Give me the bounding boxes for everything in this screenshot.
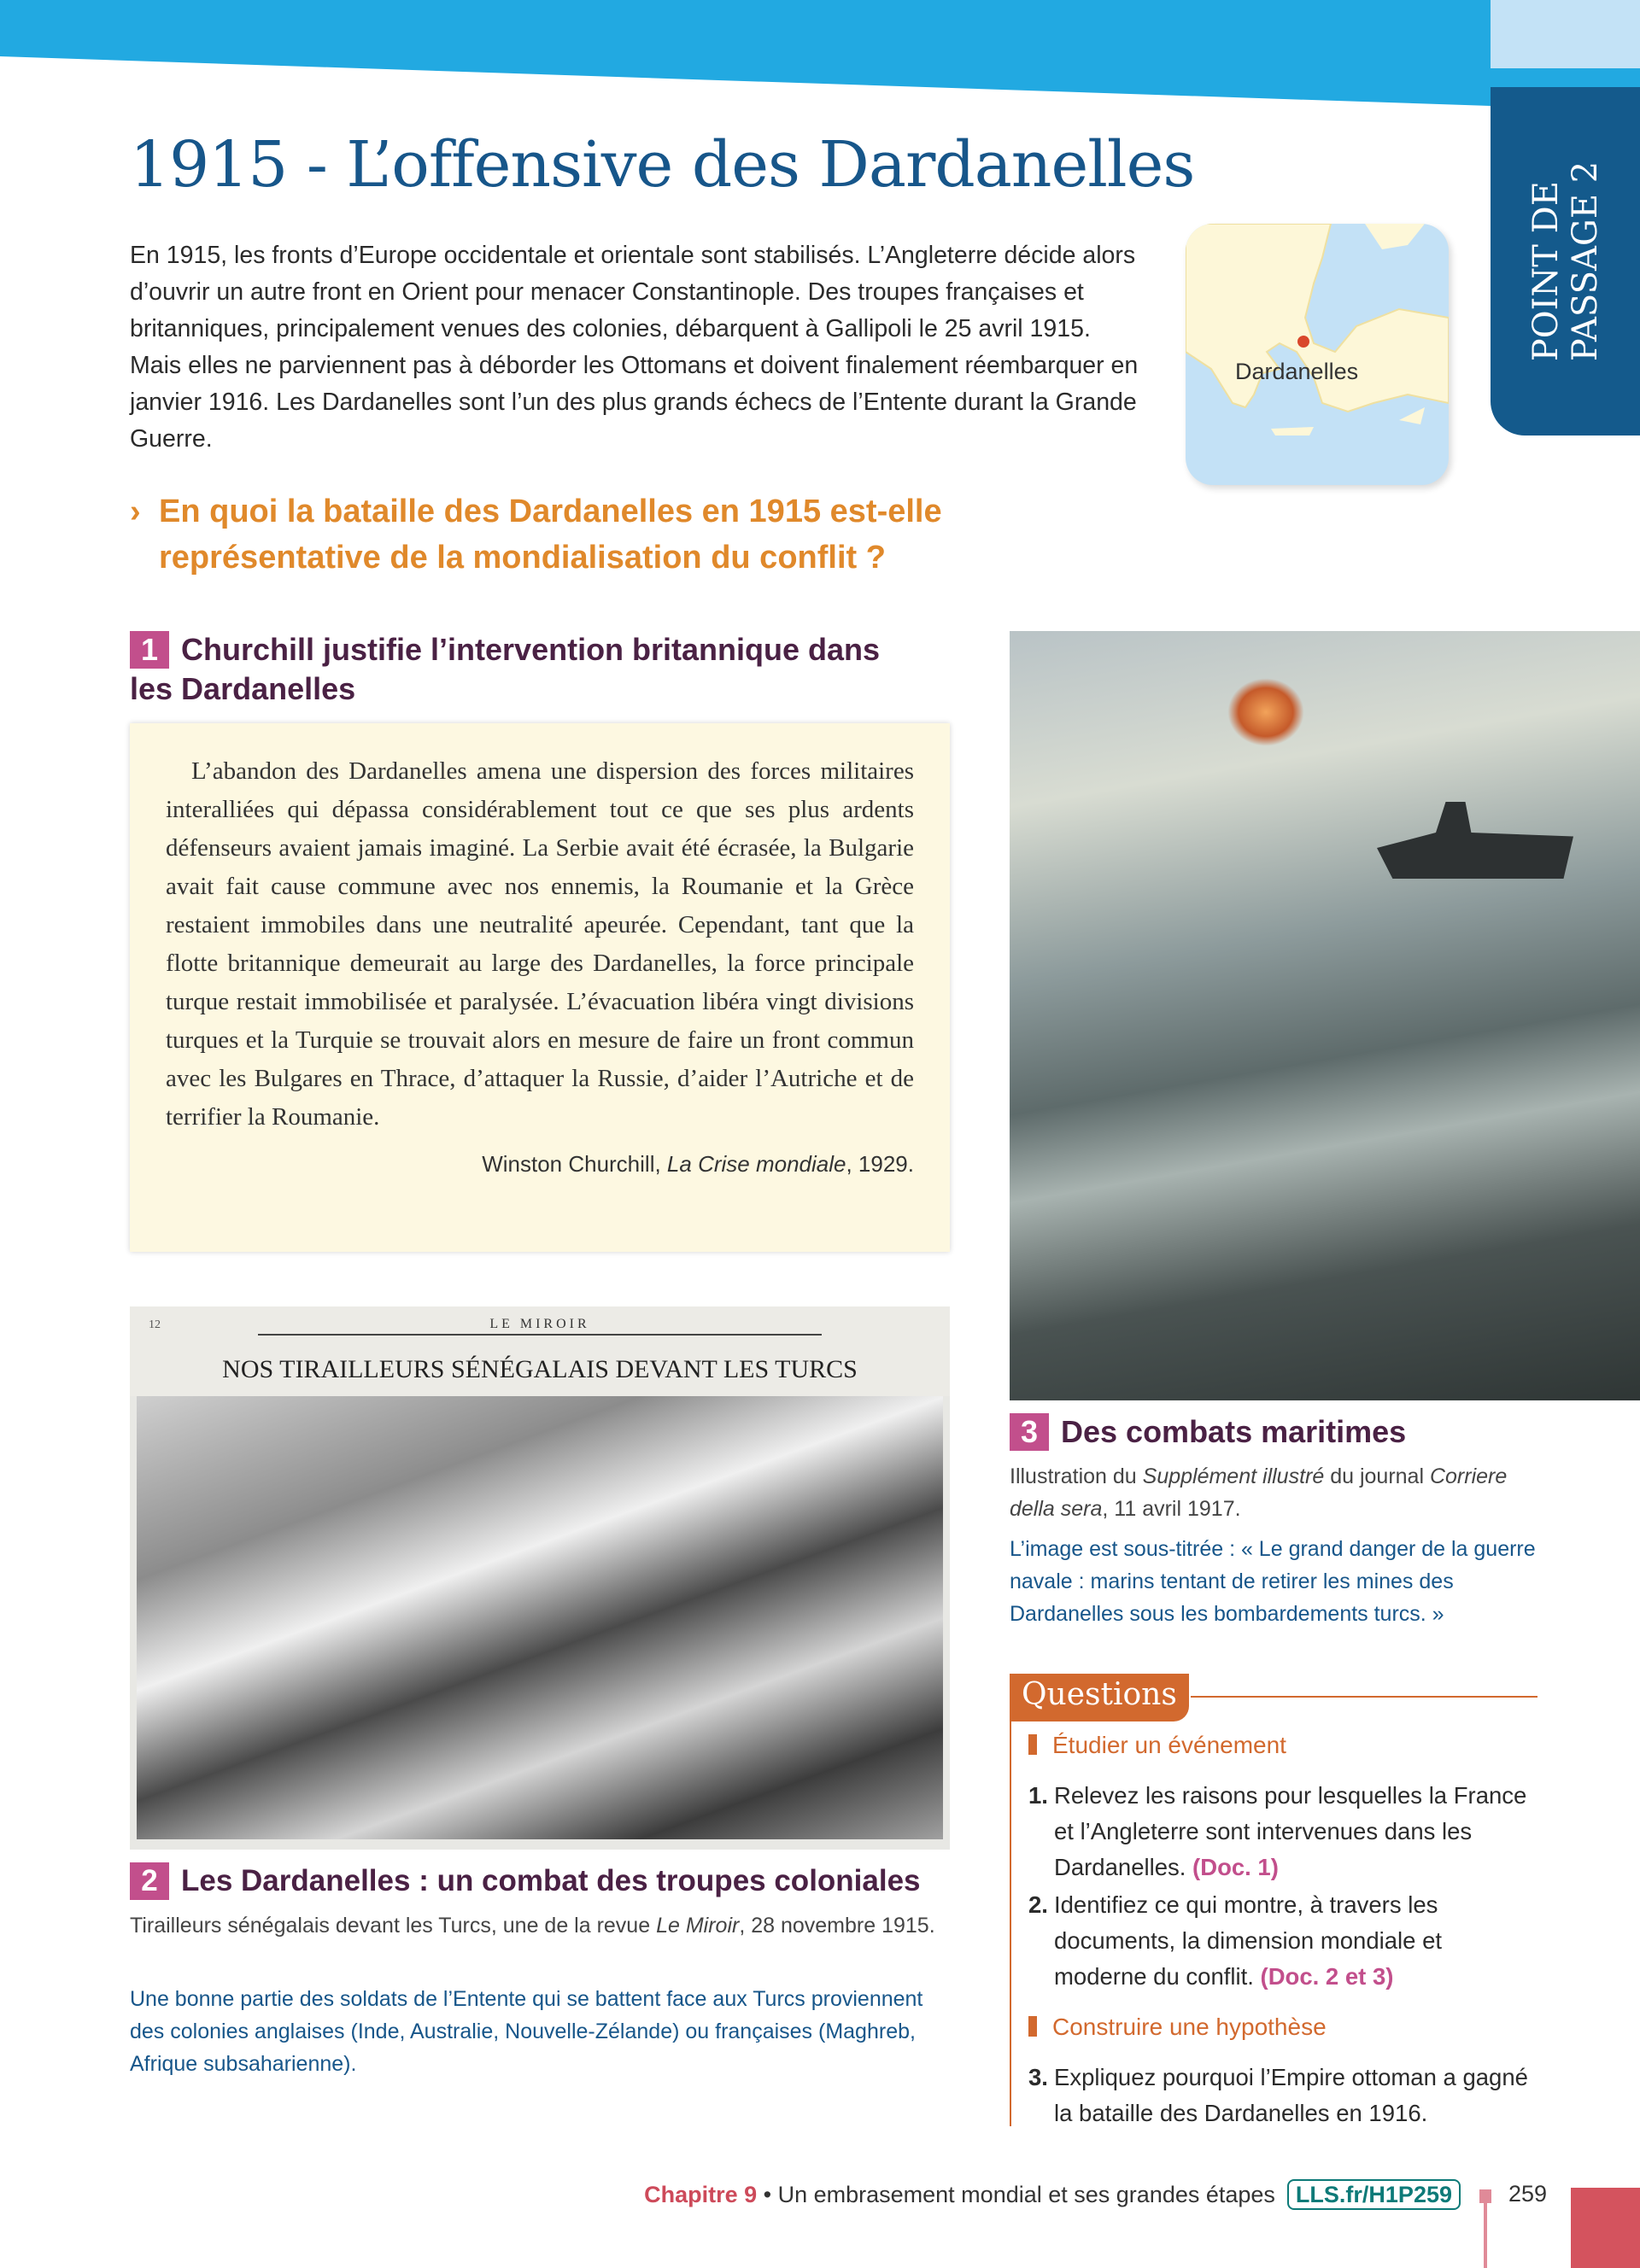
doc2-heading	[130, 1862, 993, 1901]
doc2-note: Une bonne partie des soldats de l’Entente qui se battent face aux Turcs proviennent des colonies anglaises (Inde, Australie, Nouvelle-Zélande) ou françaises (Maghreb, Afrique subsaharienne).	[130, 1987, 923, 2076]
questions-section-1: Étudier un événement	[1028, 1732, 1286, 1759]
tab-line-1: POINT DE	[1526, 181, 1566, 362]
tab-line-2: PASSAGE 2	[1565, 161, 1605, 362]
doc3-note: L’image est sous-titrée : « Le grand danger de la guerre navale : marins tentant de retirer les mines des Dardanelles sous les bombardements turcs. »	[1010, 1537, 1536, 1626]
chevron-right-icon: ›	[130, 494, 141, 529]
footer-link[interactable]: LLS.fr/H1P259	[1287, 2179, 1461, 2210]
doc1-source: Winston Churchill, La Crise mondiale, 1929.	[482, 1151, 914, 1177]
doc2-headline: NOS TIRAILLEURS SÉNÉGALAIS DEVANT LES TURCS	[222, 1355, 858, 1383]
doc3-number: 3	[1010, 1413, 1049, 1451]
questions-section-2: Construire une hypothèse	[1028, 2014, 1327, 2041]
problem-text: En quoi la bataille des Dardanelles en 1915 est-elle représentative de la mondialisation du conflit ?	[159, 494, 942, 576]
intro-paragraph: En 1915, les fronts d’Europe occidentale et orientale sont stabilisés. L’Angleterre décide alors d’ouvrir un autre front en Orient pour menacer Constantinople. Des troupes françaises et britanniques, principalement venues des colonies, débarquent à Gallipoli le 25 avril 1915. Mais elles ne parviennent pas à déborder les Ottomans et doivent finalement réembarquer en janvier 1916. Les Dardanelles sont l’un des plus grands échecs de l’Entente durant la Grande Guerre.	[130, 242, 1139, 453]
question-item-2: 2. Identifiez ce qui montre, à travers les documents, la dimension mondiale et moderne du conflit. (Doc. 2 et 3)	[1028, 1891, 1443, 1990]
questions-box	[1010, 1674, 1536, 2126]
doc2-caption: Tirailleurs sénégalais devant les Turcs, une de la revue Le Miroir, 28 novembre 1915.	[130, 1914, 935, 1938]
question-item-1: 1. Relevez les raisons pour lesquelles la France et l’Angleterre sont intervenues dans les Dardanelles. (Doc. 1)	[1028, 1782, 1527, 1880]
doc3-heading	[1010, 1412, 1640, 1452]
problem-question	[130, 488, 1086, 581]
header-band	[0, 0, 1491, 106]
page-number: 259	[1508, 2181, 1548, 2207]
doc1-heading	[130, 630, 899, 709]
doc2-number: 2	[130, 1862, 169, 1900]
doc2-masthead: LE MIROIR	[489, 1317, 590, 1331]
doc1-title: Churchill justifie l’intervention britannique dans les Dardanelles	[130, 632, 881, 706]
location-map	[1186, 224, 1449, 485]
footer-chapter-title: Un embrasement mondial et ses grandes étapes	[777, 2182, 1275, 2207]
map-land-shapes	[1186, 224, 1449, 485]
footer: Chapitre 9 • Un embrasement mondial et ses grandes étapes LLS.fr/H1P259	[478, 2179, 1461, 2213]
doc2-page-number: 12	[149, 1318, 161, 1331]
questions-title: Questions	[1010, 1674, 1189, 1721]
page-marker	[1479, 2189, 1491, 2203]
doc2-photo	[137, 1396, 943, 1839]
steamship	[1377, 802, 1573, 879]
header-corner-strip	[1491, 68, 1640, 87]
doc3-naval-illustration	[1010, 631, 1640, 1400]
question-item-3: 3. Expliquez pourquoi l’Empire ottoman a gagné la bataille des Dardanelles en 1916.	[1028, 2064, 1528, 2126]
doc3-title: Des combats maritimes	[1061, 1414, 1407, 1449]
doc1-quote-box	[130, 723, 950, 1252]
explosion	[1227, 678, 1304, 746]
map-label-dardanelles: Dardanelles	[1235, 359, 1359, 384]
footer-chapter: Chapitre 9	[644, 2182, 758, 2207]
point-de-passage-tab	[1491, 87, 1640, 435]
doc3-caption: Illustration du Supplément illustré du journal Corriere della sera, 11 avril 1917.	[1010, 1464, 1508, 1521]
page-title: 1915 - L’offensive des Dardanelles	[130, 128, 1195, 202]
doc2-title: Les Dardanelles : un combat des troupes coloniales	[181, 1864, 921, 1897]
doc1-number: 1	[130, 631, 169, 669]
footer-color-block	[1571, 2188, 1640, 2268]
doc1-quote-text: L’abandon des Dardanelles amena une dispersion des forces militaires interalliées qui dépassa considérablement tout ce que ses plus ardents défenseurs avaient jamais imaginé. La Serbie avait été écrasée, la Bulgarie avait fait cause commune avec nos ennemis, la Roumanie et la Grèce restaient immobiles dans une neutralité apeurée. Cependant, tant que la flotte britannique demeurait au large des Dardanelles, la force principale turque restait immobilisée et paralysée. L’évacuation libéra vingt divisions turques et la Turquie se trouvait alors en mesure de faire un front commun avec les Bulgares en Thrace, d’attaquer la Russie, d’aider l’Autriche et de terrifier la Roumanie.	[166, 757, 914, 1131]
doc2-newspaper-image	[130, 1306, 950, 1850]
page-marker-line	[1484, 2203, 1487, 2268]
header-corner-block	[1491, 0, 1640, 68]
